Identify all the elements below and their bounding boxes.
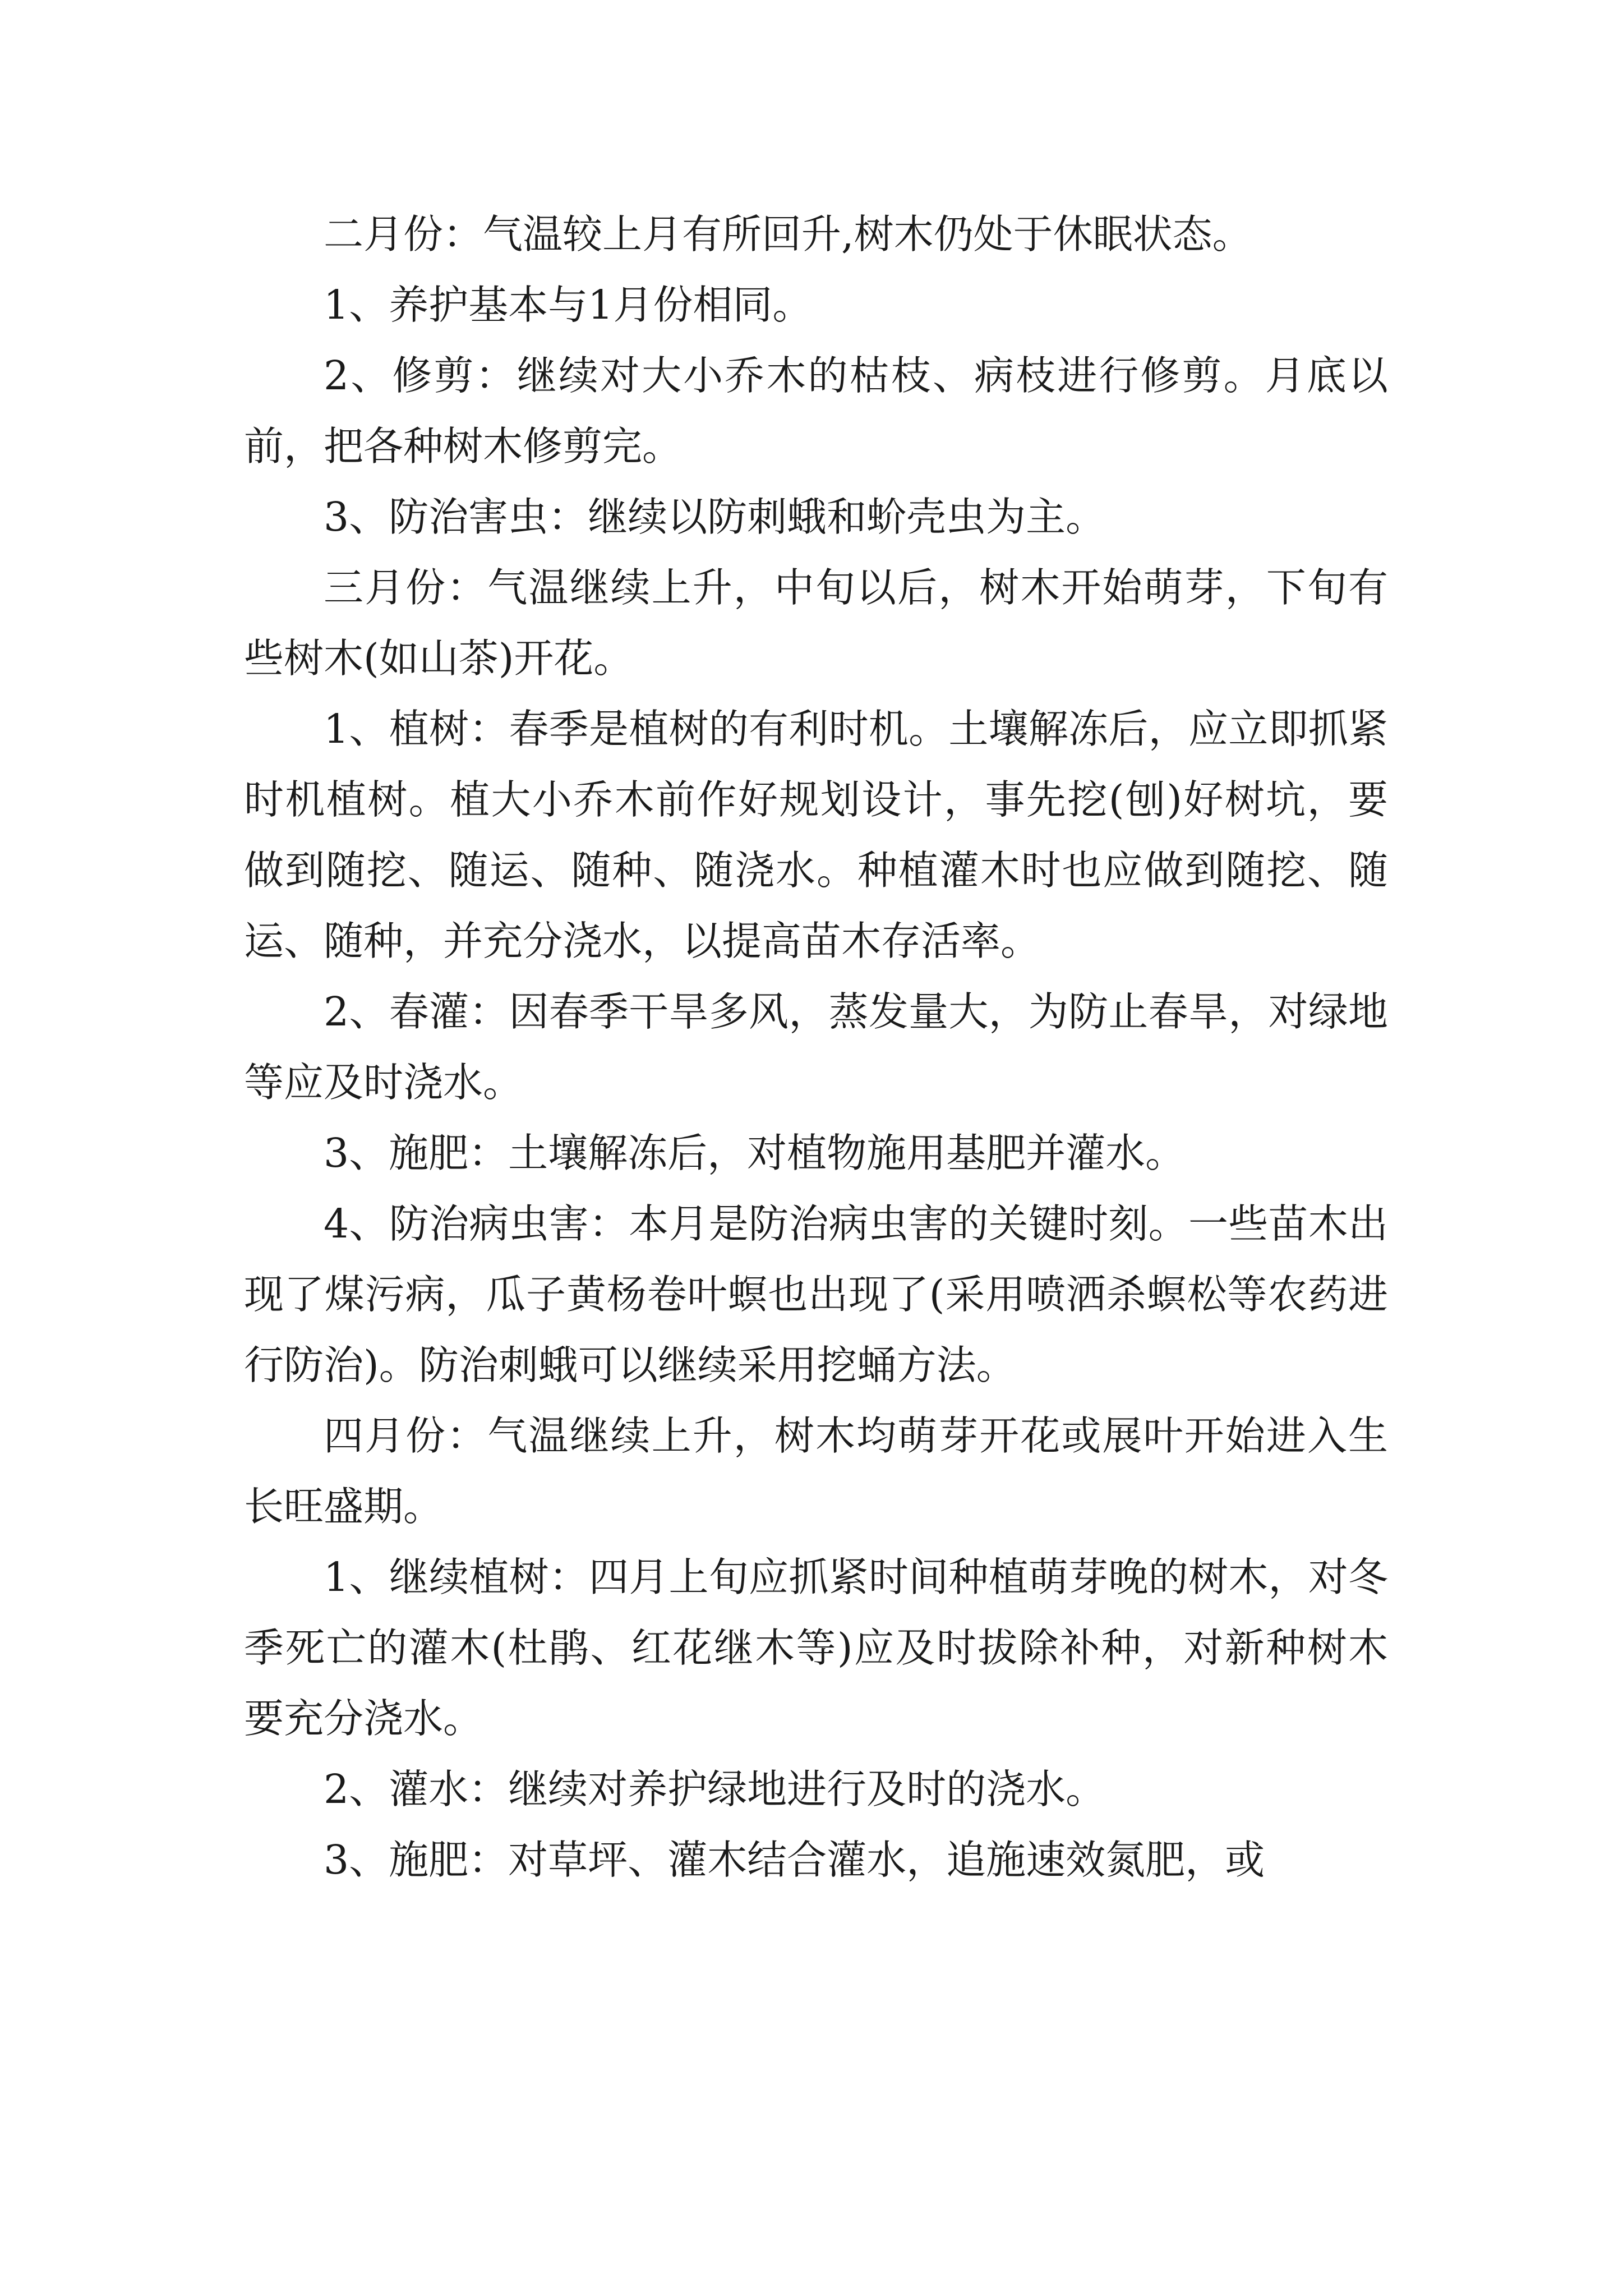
paragraph-march-heading: 三月份：气温继续上升，中旬以后，树木开始萌芽，下旬有些树木(如山茶)开花。 — [244, 564, 1388, 682]
paragraph-april-heading: 四月份：气温继续上升，树木均萌芽开花或展叶开始进入生长旺盛期。 — [244, 1412, 1388, 1530]
paragraph-feb-pest-control: 3、防治害虫：继续以防刺蛾和蚧壳虫为主。 — [324, 494, 1106, 540]
paragraph-march-spring-irrigation: 2、春灌：因春季干旱多风，蒸发量大，为防止春旱，对绿地等应及时浇水。 — [244, 988, 1388, 1106]
paragraph-feb-pruning: 2、修剪：继续对大小乔木的枯枝、病枝进行修剪。月底以前，把各种树木修剪完。 — [244, 352, 1388, 470]
paragraph-april-fertilizing: 3、施肥：对草坪、灌木结合灌水，追施速效氮肥，或 — [324, 1837, 1265, 1883]
paragraph-march-planting: 1、植树：春季是植树的有利时机。土壤解冻后，应立即抓紧时机植树。植大小乔木前作好规划设计，事先挖(刨)好树坑，要做到随挖、随运、随种、随浇水。种植灌木时也应做到随挖、随运、随种，并充分浇水，以提高苗木存活率。 — [244, 706, 1388, 964]
paragraph-feb-care: 1、养护基本与1月份相同。 — [324, 282, 813, 328]
paragraph-march-pest-control: 4、防治病虫害：本月是防治病虫害的关键时刻。一些苗木出现了煤污病，瓜子黄杨卷叶螟也出现了(采用喷洒杀螟松等农药进行防治)。防治刺蛾可以继续采用挖蛹方法。 — [244, 1200, 1388, 1388]
paragraph-april-watering: 2、灌水：继续对养护绿地进行及时的浇水。 — [324, 1766, 1106, 1812]
paragraph-march-fertilizing: 3、施肥：土壤解冻后，对植物施用基肥并灌水。 — [324, 1130, 1186, 1176]
paragraph-february-heading: 二月份：气温较上月有所回升,树木仍处于休眠状态。 — [324, 211, 1252, 257]
paragraph-april-planting: 1、继续植树：四月上旬应抓紧时间种植萌芽晚的树木，对冬季死亡的灌木(杜鹃、红花继木等)应及时拔除补种，对新种树木要充分浇水。 — [244, 1554, 1388, 1742]
document-body — [244, 199, 1388, 1895]
